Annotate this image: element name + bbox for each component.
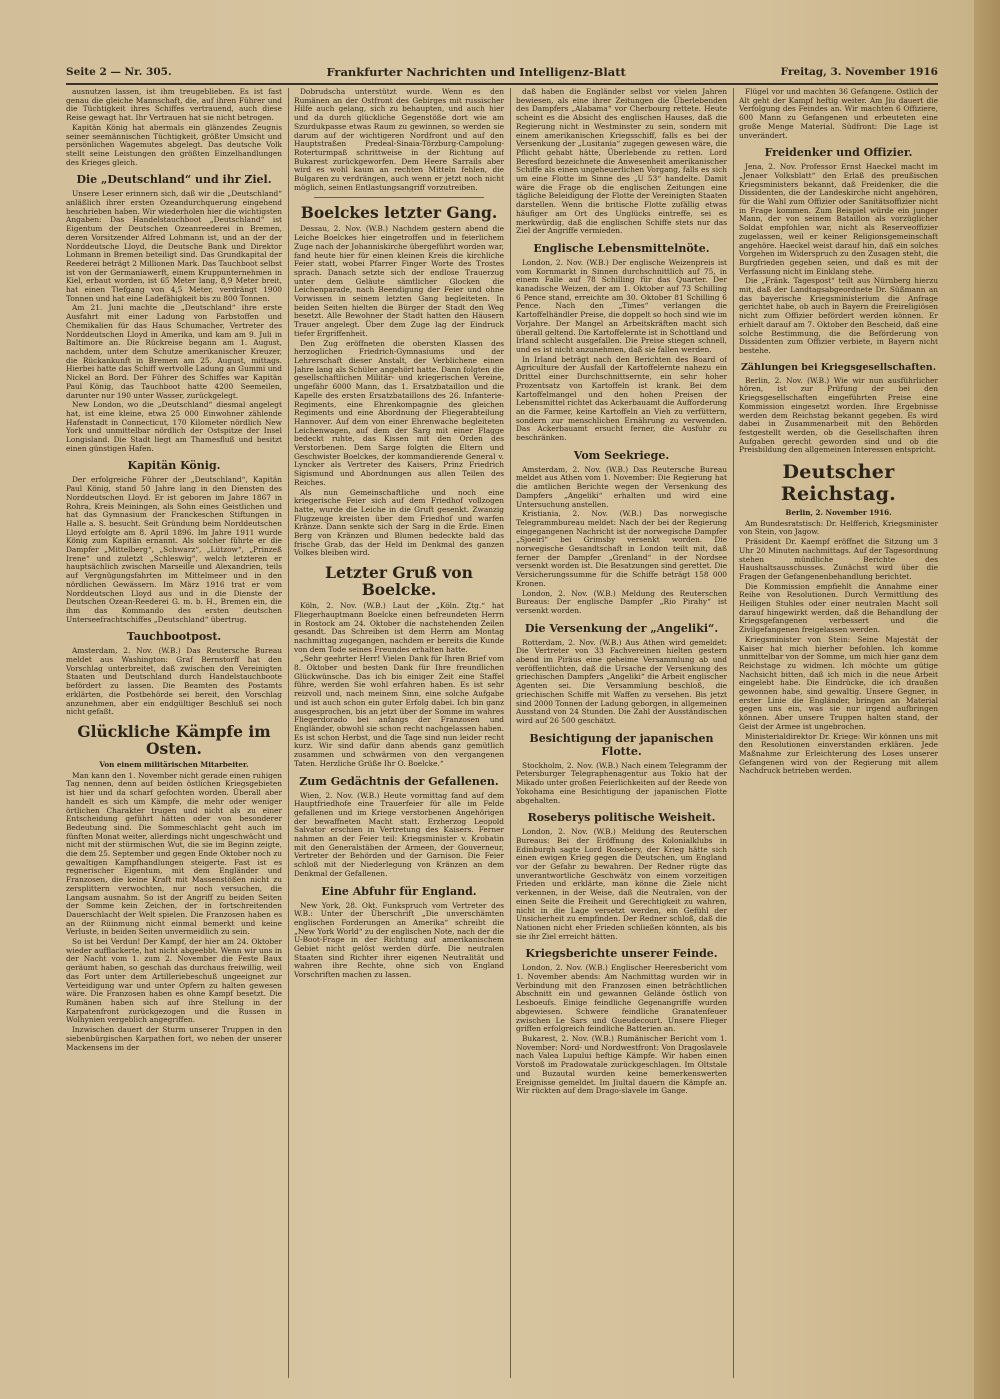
article-column-3	[516, 88, 727, 1378]
article-paragraph: London, 2. Nov. (W.B.) Meldung des Reuterschen Bureaus: Bei der Eröffnung des Kolonialklubs in Edinburgh sagte Lord Rosebery, der Krieg hätte sich einen ewigen Krieg gegen die Deutschen, um England vor der Gefahr zu bewahren. Der Redner rügte das unverantwortliche Geschwätz von einem vorzeitigen Frieden und erklärte, man könne die Ziele nicht verkennen, in der Weise, daß die Neutralen, von der einen Seite die Freiheit und Gerechtigkeit zu wahren, nicht in die Lage versetzt werden, ein Gefühl der Unsicherheit zu empfinden. Der Redner schloß, daß die Nationen nicht eher Frieden schließen könnten, als bis sie ihr Ziel erreicht hätten.	[516, 827, 727, 941]
article-headline: Die „Deutschland“ und ihr Ziel.	[76, 173, 272, 187]
column-divider	[288, 88, 289, 1378]
article-paragraph: Inzwischen dauert der Sturm unserer Truppen in den siebenbürgischen Karpathen fort, wo neben der unserer Mackensens im der	[66, 1025, 282, 1052]
section-separator	[314, 197, 484, 198]
article-paragraph: Köln, 2. Nov. (W.B.) Laut der „Köln. Ztg.“ hat Fliegerhauptmann Boelcke einen befreundeten Herrn in Rostock am 24. Oktober die nachstehenden Zeilen gesandt. Das Schreiben ist dem Herrn am Montag nachmittag zugegangen, nachdem er bereits die Kunde von dem Tode seines Freundes erhalten hatte.	[294, 601, 504, 654]
article-paragraph: Stockholm, 2. Nov. (W.B.) Nach einem Telegramm der Petersburger Telegraphenagentur aus Tokio hat der Mikado unter großen Feierlichkeiten auf der Reede von Yokohama eine Besichtigung der japanischen Flotte abgehalten.	[516, 760, 727, 805]
article-headline: Roseberys politische Weisheit.	[527, 811, 716, 825]
article-paragraph: London, 2. Nov. (W.B.) Englischer Heeresbericht vom 1. November abends: Am Nachmittag wurden wir in Verbindung mit den Franzosen einen beträchtlichen Abschnitt ein und gewannen Gelände östlich von Lesboeufs. Einige feindliche Gegenangriffe wurden abgewiesen. Schwere feindliche Granatenfeuer zwischen Le Sars und Gueudecourt. Unsere Flieger griffen erfolgreich feindliche Batterien an.	[516, 963, 727, 1034]
article-column-1	[66, 88, 282, 1378]
article-column-2	[294, 88, 504, 1378]
article-paragraph: Wien, 2. Nov. (W.B.) Heute vormittag fand auf dem Hauptfriedhofe eine Trauerfeier für alle im Felde gefallenen und im Kriege verstorbenen Angehörigen der bewaffneten Macht statt. Erzherzog Leopold Salvator erschien in Vertretung des Kaisers. Ferner nahmen an der Feier teil: Kriegsminister v. Krobatin mit den Generalstäben der Armeen, der Gouverneur, Vertreter der Behörden und der Garnison. Die Feier schloß mit der Niederlegung von Kränzen an dem Denkmal der Gefallenen.	[294, 790, 504, 878]
header-masthead: Frankfurter Nachrichten und Intelligenz-Blatt	[326, 65, 626, 79]
article-headline: Zum Gedächtnis der Gefallenen.	[299, 774, 499, 788]
article-dateline: Berlin, 2. November 1916.	[785, 508, 892, 518]
article-paragraph: In Irland beträgt nach den Berichten des Board of Agriculture der Ausfall der Kartoffelernte nahezu ein Drittel einer Durchschnittsernte, ein sehr hoher Prozentsatz von Kartoffeln ist krank. Bei dem Kartoffelmangel und den hohen Preisen der Lebensmittel richtet das Ackerbauamt die Aufforderung an die Farmer, keine Kartoffeln an Vieh zu verfüttern, sondern zur menschlichen Ernährung zu verwenden. Das Ackerbauamt ersucht ferner, die Ausfuhr zu beschränken.	[516, 354, 727, 443]
article-headline: Freidenker und Offizier.	[764, 146, 913, 160]
article-paragraph: So ist bei Verdun! Der Kampf, der hier am 24. Oktober wieder aufflackerte, hat nicht abgeebbt. Wenn wir uns in der Nacht vom 1. zum 2. November die Feste Baux geräumt haben, so geschah das durchaus freiwillig, weil das Fort unter dem Artilleriebeschuß ungeeignet zur Verteidigung war und unter Opfern zu halten gewesen wäre. Die Franzosen haben es ohne Kampf besetzt. Die Rumänen haben sich auf ihre Stellung in der Karpatenfront zurückgezogen und die Russen in Wolhynien vergeblich angegriffen.	[66, 937, 282, 1025]
article-paragraph: ausnutzen lassen, ist ihm treugeblieben. Es ist fast genau die gleiche Mannschaft, die, auf ihren Führer und die Tüchtigkeit ihres Schiffes vertrauend, auch diese Reise gewagt hat. Ihr Vertrauen hat sie nicht betrogen.	[66, 88, 282, 123]
article-headline: Eine Abfuhr für England.	[321, 884, 477, 898]
article-paragraph: Dessau, 2. Nov. (W.B.) Nachdem gestern abend die Leiche Boelckes hier eingetroffen und in feierlichem Zuge nach der Johanniskirche übergeführt worden war, fand heute hier für einen kleinen Kreis die kirchliche Feier statt, wobei Pfarrer Finger Worte des Trostes sprach. Danach setzte sich der endlose Trauerzug unter dem Geläute sämtlicher Glocken die Leichenparade, nach Beendigung der Feier und ohne Vorwissen in seinem letzten Gang begleiteten. In beiden Seiten hielten die Bürger der Stadt den Weg besetzt. Alle Bewohner der Stadt hatten den Häusern Trauer angelegt. Über dem Zuge lag der Eindruck tiefer Ergriffenheit.	[294, 224, 504, 338]
article-paragraph: Am 21. Juni machte die „Deutschland“ ihre erste Ausfahrt mit einer Ladung von Farbstoffen und Chemikalien für das Haus Schumacher, Vertreter des Norddeutschen Lloyd in Amerika, und kam am 9. Juli in Baltimore an. Die Rückreise begann am 1. August, nachdem, unter dem Schutze amerikanischer Kreuzer, die Rückankunft in Bremen am 25. August, mittags. Hierbei hatte das Schiff wertvolle Ladung an Gummi und Nickel an Bord. Der Führer des Schiffes war Kapitän Paul König, das Tauchboot hatte 4200 Seemeilen, darunter nur 190 unter Wasser, zurückgelegt.	[66, 303, 282, 400]
article-headline: Letzter Gruß von Boelcke.	[325, 563, 473, 600]
page-edge-shadow	[974, 0, 1000, 1399]
article-paragraph: Flügel vor und machten 36 Gefangene. Östlich der Alt geht der Kampf heftig weiter. Am Jiu dauert die Verfolgung des Feindes an. Wir machten 6 Offiziere, 600 Mann zu Gefangenen und erbeuteten eine große Menge Material. Südfront: Die Lage ist unverändert.	[739, 88, 938, 140]
column-divider	[733, 88, 734, 1378]
article-headline: Englische Lebensmittelnöte.	[533, 241, 710, 255]
article-paragraph: Jena, 2. Nov. Professor Ernst Haeckel macht im „Jenaer Volksblatt“ den Erlaß des preußischen Kriegsministers bekannt, daß Freidenker, die die Dissidenten, die der Landeskirche nicht angehören, für die Wahl zum Offizier oder Sanitätsoffizier nicht in Frage kommen. Zum Beispiel würde ein junger Mann, der von seinem Bataillon als vorzüglicher Soldat empfohlen war, nicht als Reserveoffizier zugelassen, weil er keiner Religionsgemeinschaft angehöre. Haeckel weist darauf hin, daß ein solches Vorgehen im Widerspruch zu den Zusagen steht, die Burgfrieden gegeben seien, und daß es mit der Verfassung nicht im Einklang stehe.	[739, 162, 938, 276]
article-paragraph: Unsere Leser erinnern sich, daß wir die „Deutschland“ anläßlich ihrer ersten Ozeandurchquerung eingehend beschrieben haben. Wir wiederholen hier die wichtigsten Angaben: Das Handelstauchboot „Deutschland“ ist Eigentum der Deutschen Ozeanreederei in Bremen, deren Vorsitzender Alfred Lohmann ist, und an der der Norddeutsche Lloyd, die Deutsche Bank und Direktor Lohmann in Bremen beteiligt sind. Das Grundkapital der Reederei beträgt 2 Millionen Mark. Das Tauchboot selbst ist von der Germaniawerft, einem Kruppunternehmen in Kiel, erbaut worden, ist 65 Meter lang, 8,9 Meter breit, hat einen Tiefgang von 4,5 Meter, verdrängt 1900 Tonnen und hat eine Ladefähigkeit bis zu 800 Tonnen.	[66, 189, 282, 303]
article-paragraph: Präsident Dr. Kaempf eröffnet die Sitzung um 3 Uhr 20 Minuten nachmittags. Auf der Tagesordnung stehen mündliche Berichte des Haushaltsausschusses. Zunächst wird über die Fragen der Gefangenenbehandlung berichtet.	[739, 537, 938, 581]
article-paragraph: „Sehr geehrter Herr! Vielen Dank für Ihren Brief vom 8. Oktober und besten Dank für Ihre freundlichen Glückwünsche. Das ich bis einiger Zeit eine Staffel führe, werden Sie wohl erfahren haben. Es ist sehr reizvoll und, nach meinem Sinn, eine solche Aufgabe und ist auch schon ein guter Erfolg dabei. Ich bin ganz ausgesprochen, bis an jetzt über der Somme im wahres Fliegerdorado bei anfangs der Franzosen und Engländer, obwohl sie schon recht nachgelassen haben. Es ist schon Herbst, und die Tage sind nun leider recht kurz. Wir sind dafür dann abends ganz gemütlich zusammen und schwärmen von den vergangenen Taten. Herzliche Grüße Ihr O. Boelcke.“	[294, 654, 504, 768]
article-paragraph: London, 2. Nov. (W.B.) Der englische Weizenpreis ist vom Kornmarkt in Sinnen durchschnittlich auf 75, in einem Falle auf 78 Schilling für das Quarter. Der kanadische Weizen, der am 1. Oktober auf 73 Schilling 6 Pence stand, erreichte am 30. Oktober 81 Schilling 6 Pence. Nach den „Times“ verlangen die Kartoffelhändler Preise, die doppelt so hoch sind wie im Vorjahre. Der Mangel an Arbeitskräften macht sich überall geltend. Die Kartoffelernte ist in Schottland und Irland schlecht ausgefallen. Die Preise stiegen schnell, und es ist nicht anzunehmen, daß sie fallen werden.	[516, 257, 727, 354]
article-paragraph: Amsterdam, 2. Nov. (W.B.) Das Reutersche Bureau meldet aus Athen vom 1. November: Die Regierung hat die amtlichen Berichte wegen der Versenkung des Dampfers „Angeliki“ erhalten und wird eine Untersuchung anstellen.	[516, 464, 727, 509]
article-paragraph: Dobrudscha unterstützt wurde. Wenn es den Rumänen an der Ostfront des Gebirges mit russischer Hilfe auch gelang, sich zu behaupten, und auch hier und da durch glückliche Gegenstöße dort wie am Szurdukpasse etwas Raum zu gewinnen, so werden sie darum auf der wichtigeren Nordfront und auf den Hauptstraßen Predeal-Sinaia-Törzburg-Campolung-Roterturmpaß schrittweise in der Richtung auf Bukarest zurückgeworfen. Dem Heere Sarrails aber wird es wohl kaum an rechten Mitteln fehlen, die Bulgaren zu verdrängen, auch wenn er jetzt noch nicht möglich, seinen Entlastungsangriff vorzutreiben.	[294, 88, 504, 192]
article-headline: Vom Seekriege.	[573, 448, 670, 462]
page-header	[66, 64, 938, 80]
article-paragraph: New York, 28. Okt. Funkspruch vom Vertreter des W.B.: Unter der Überschrift „Die unverschämten englischen Forderungen an Amerika“ schreibt die „New York World“ zu der englischen Note, nach der die U-Boot-Frage in der Richtung auf amerikanischem Gebiet nicht gelöst werden dürfe. Die neutralen Staaten sind Richter ihrer eigenen Neutralität und wahren ihre Rechte, ohne sich von England Vorschriften machen zu lassen.	[294, 900, 504, 980]
article-headline: Deutscher Reichstag.	[780, 461, 897, 506]
article-paragraph: Der erfolgreiche Führer der „Deutschland“, Kapitän Paul König, stand 50 Jahre lang in den Diensten des Norddeutschen Lloyd. Er ist geboren im Jahre 1867 in Rohra, Kreis Meiningen, als Sohn eines Geistlichen und hat das Gymnasium der Franckeschen Stiftungen in Halle a. S. besucht. Seit Gründung beim Norddeutschen Lloyd erfolgte am 8. April 1896. Im Jahre 1911 wurde König zum Kapitän ernannt. Als solcher führte er die Dampfer „Mittelberg“, „Schwarz“, „Lützow“, „Prinzeß Irene“ und zuletzt „Schleswig“, welch letzteren er hauptsächlich zwischen Marseille und Alexandrien, teils auf Vergnügungsfahrten im Mittelmeer und in den nördlichen Gewässern. Im März 1916 trat er vom Norddeutschen Lloyd aus und in die Dienste der Deutschen Ozean-Reederei G. m. b. H., Bremen ein, die ihm das Kommando des ersten deutschen Unterseefrachtschiffes „Deutschland“ übertrug.	[66, 475, 282, 624]
article-paragraph: Man kann den 1. November nicht gerade einen ruhigen Tag nennen, denn auf beiden östlichen Kriegsgebieten ist hier und da scharf gefochten worden. Überall aber handelt es sich um Kämpfe, die mehr oder weniger örtlichen Charakter trugen und nicht als zu einer Entscheidung geführt hätten oder von besonderer Bedeutung sind. Die Sommeschlacht geht auch im fünften Monat weiter, allerdings nicht ungeschwächt und nicht mit der stürmischen Wut, die sie im Beginn zeigte, die dem 25. September und gegen Ende Oktober noch zu gewaltigen Kampfhandlungen steigerte. Fast ist es regnerischer Eigentum, mit dem Engländer und Franzosen, die keine Kraft mit Massenstößen nicht zu zersplittern verwochten, nur noch versuchen, die Langsam ausnahm. So ist der Angriff zu beiden Seiten der Somme kein Zeichen, der in fortschreitenden Dauerschlacht der Welt spielen. Die Franzosen haben es an der Rüinmung nicht einmal bemerkt und keine Verluste, in beiden Seiten unvermeidlich zu sein.	[66, 770, 282, 937]
article-headline: Tauchbootpost.	[126, 630, 222, 644]
column-divider	[510, 88, 511, 1378]
article-headline: Kriegsberichte unserer Feinde.	[525, 947, 718, 961]
article-paragraph: Die „Fränk. Tagespost“ teilt aus Nürnberg hierzu mit, daß der Landtagsabgeordnete Dr. Süßmann an das bayerische Kriegsministerium die Anfrage gerichtet habe, ob auch in Bayern die Freireligiösen nicht zum Offizier befördert werden können. Er erhielt darauf am 7. Oktober den Bescheid, daß eine solche Bestimmung, die die Beförderung von Dissidenten zum Offizier verbiete, in Bayern nicht bestehe.	[739, 276, 938, 355]
article-column-4	[739, 88, 938, 1378]
article-paragraph: Ministerialdirektor Dr. Kriege: Wir können uns mit den Resolutionen einverstanden erklären. Jede Maßnahme zur Erleichterung des Loses unserer Gefangenen wird von der Regierung mit allem Nachdruck betrieben werden.	[739, 731, 938, 776]
article-paragraph: daß haben die Engländer selbst vor vielen Jahren bewiesen, als eine ihrer Zeitungen die Überlebenden des Dampfers „Alabama“ vor Cherbourg rettete. Heute scheint es die Absicht des englischen Hauses, daß die Regierung nicht in Westminster zu sein, sondern mit einem amerikanischen Kriegsschiff, falls es bei der Versenkung der „Lusitania“ zugegen gewesen wäre, die Pflicht gehabt hätte, Überlebende zu retten. Lord Beresford bezeichnete die Anwesenheit amerikanischer Schiffe als einen ungeheuerlichen Vorgang, falls es sich um eine Flotte im Sinne des „U 53“ handelte. Damit wäre die Frage ob die englischen Zeitungen eine tägliche Beleidigung der Flotte der Vereinigten Staaten darstellen. Wenn die britische Flotte zufällig etwas häufiger am Ort des Unglücks eintreffe, sei es merkwürdig, daß die englischen Schiffe stets nur das Ziel der Angriffe vermieden.	[516, 88, 727, 236]
article-paragraph: London, 2. Nov. (W.B.) Meldung des Reuterschen Bureaus: Der englische Dampfer „Rio Pirahy“ ist versenkt worden.	[516, 588, 727, 615]
article-paragraph: Berlin, 2. Nov. (W.B.) Wie wir nun ausführlicher hören, ist zur Prüfung der bei den Kriegsgesellschaften eingeführten Preise eine Kommission eingesetzt worden. Ihre Ergebnisse werden dem Reichstag bekannt gegeben. Es wird dabei in Zusammenarbeit mit den Behörden festgestellt werden, ob die Gesellschaften ihren Aufgaben gerecht geworden sind und ob die Preisbildung den allgemeinen Interessen entspricht.	[739, 375, 938, 455]
header-date: Freitag, 3. November 1916	[780, 66, 938, 78]
article-headline: Boelckes letzter Gang.	[300, 203, 498, 223]
article-paragraph: Kapitän König hat abermals ein glänzendes Zeugnis seiner seemännischen Tüchtigkeit, größter Umsicht und persönlichen Wagemutes abgelegt. Das deutsche Volk stellt seine Leistungen den größten Einzelhandlungen des Krieges gleich.	[66, 122, 282, 167]
article-headline: Glückliche Kämpfe im Osten.	[77, 722, 271, 758]
header-rule	[66, 83, 938, 85]
article-paragraph: Kriegsminister von Stein: Seine Majestät der Kaiser hat mich hierher befohlen. Ich komme unmittelbar von der Somme, um mich hier ganz dem Reichstage zu widmen. Ich möchte um gütige Nachsicht bitten, daß ich mich in die neue Arbeit eingelebt habe. Die Eindrücke, die ich draußen gewonnen habe, sind gewaltig. Unsere Gegner, in erster Linie die Engländer, bringen an Material gegen uns ein, was sie nur irgend aufbringen können. Aber unsere Truppen halten stand, der Geist der Armee ist ungebrochen.	[739, 634, 938, 731]
article-paragraph: Kristiania, 2. Nov. (W.B.) Das norwegische Telegrammbureau meldet: Nach der bei der Regierung eingegangenen Nachricht ist der norwegische Dampfer „Sjoeirl“ bei Grimsby versenkt worden. Die norwegische Gesandtschaft in London teilt mit, daß ferner der Dampfer „Grenland“ in der Nordsee versenkt worden ist. Die Besatzungen sind gerettet. Die Versicherungssumme für die Schiffe beträgt 158 000 Kronen.	[516, 509, 727, 588]
article-paragraph: Amsterdam, 2. Nov. (W.B.) Das Reutersche Bureau meldet aus Washington: Graf Bernstorff hat den Vorschlag unterbreitet, daß zwischen den Vereinigten Staaten und Deutschland durch Handelstauchboote befördert zu lassen. Die Beamten des Postamts erklärten, die Postbehörde sei bereit, den Vorschlag anzunehmen, aber ein endgültiger Beschluß sei noch nicht gefaßt.	[66, 646, 282, 717]
article-paragraph: Die Kommission empfiehlt die Annahme einer Reihe von Resolutionen. Durch Vermittlung des Heiligen Stuhles oder einer neutralen Macht soll darauf hingewirkt werden, daß die Behandlung der Kriegsgefangenen verbessert und die Zivilgefangenen freigelassen werden.	[739, 581, 938, 635]
article-headline: Die Versenkung der „Angeliki“.	[524, 621, 719, 635]
article-paragraph: Den Zug eröffneten die obersten Klassen des herzoglichen Friedrich-Gymnasiums und der Lehrerschaft dieser Anstalt, der Verblichene einen Jahre lang als Schüler angehört hatte. Dann folgten die gesellschaftlichen Militär- und kriegerischen Vereine, ungefähr 6000 Mann, das 1. Ersatzbataillon und die Kapelle des ersten Ersatzbataillons des 26. Infanterie-Regiments, eine Ehrenkompagnie des gleichen Regiments und eine Abordnung der Fliegerabteilung Hannover. Auf dem von einer Ehrenwache begleiteten Leichenwagen, auf dem der Sarg mit einer Flagge bedeckt ruhte, das Kissen mit den Orden des Verstorbenen. Dem Sarge folgten die Eltern und Geschwister Boelckes, der kommandierende General v. Lyncker als Vertreter des Kaisers, Prinz Friedrich Sigismund und Abordnungen aus allen Teilen des Reiches.	[294, 338, 504, 487]
article-headline: Kapitän König.	[127, 459, 221, 473]
article-paragraph: New London, wo die „Deutschland“ diesmal angelegt hat, ist eine kleine, etwa 25 000 Einwohner zählende Hafenstadt in Connecticut, 170 Kilometer nördlich New York und unmittelbar nördlich der Ostspitze der Insel Longisland. Die Stadt liegt am Thamesfluß und besitzt einen günstigen Hafen.	[66, 400, 282, 453]
article-dateline: Von einem militärischen Mitarbeiter.	[99, 760, 249, 769]
header-page-number: Seite 2 — Nr. 305.	[66, 66, 172, 78]
article-paragraph: Als nun Gemeinschaftliche und noch eine kriegerische Feier sich auf dem Friedhof vollzogen hatte, wurde die Leiche in die Gruft gesenkt. Zwanzig Flugzeuge kreisten über dem Friedhof und warfen Kränze. Dann senkte sich der Sarg in die Erde. Einen Berg von Kränzen und Blumen bedeckte bald das frische Grab, das der Held im Denkmal des ganzen Volkes bleiben wird.	[294, 487, 504, 558]
article-paragraph: Am Bundesratstisch: Dr. Helfferich, Kriegsminister von Stein, von Jagow.	[739, 518, 938, 537]
article-paragraph: Bukarest, 2. Nov. (W.B.) Rumänischer Bericht vom 1. November: Nord- und Nordwestfront: Von Dragoslavele nach Valea Lupului heftige Kämpfe. Wir haben einen Vorstoß im Pradowatale zurückgeschlagen. Im Oltstale und Buzautal wurden keine bemerkenswerten Ereignisse gemeldet. Im Jiultal dauern die Kämpfe an. Wir rückten auf dem Drago-slavele im Gange.	[516, 1033, 727, 1096]
article-headline: Besichtigung der japanischen Flotte.	[529, 731, 714, 758]
article-headline: Zählungen bei Kriegsgesellschaften.	[740, 361, 937, 373]
article-paragraph: Rotterdam, 2. Nov. (W.B.) Aus Athen wird gemeldet: Die Vertreter von 33 Fachvereinen hielten gestern abend im Piräus eine geheime Versammlung ab und veröffentlichten, daß die Ursache der Versenkung des griechischen Dampfers „Angeliki“ die Arbeit englischer Agenten sei. Die Versammlung beschloß, die griechischen Schiffe mit Waffen zu versehen. Bis jetzt sind 2000 Tonnen der Ladung geborgen, in allgemeinen Ausstand von 24 Stunden. Die Zahl der Ausständischen wird auf 26 500 geschätzt.	[516, 637, 727, 725]
